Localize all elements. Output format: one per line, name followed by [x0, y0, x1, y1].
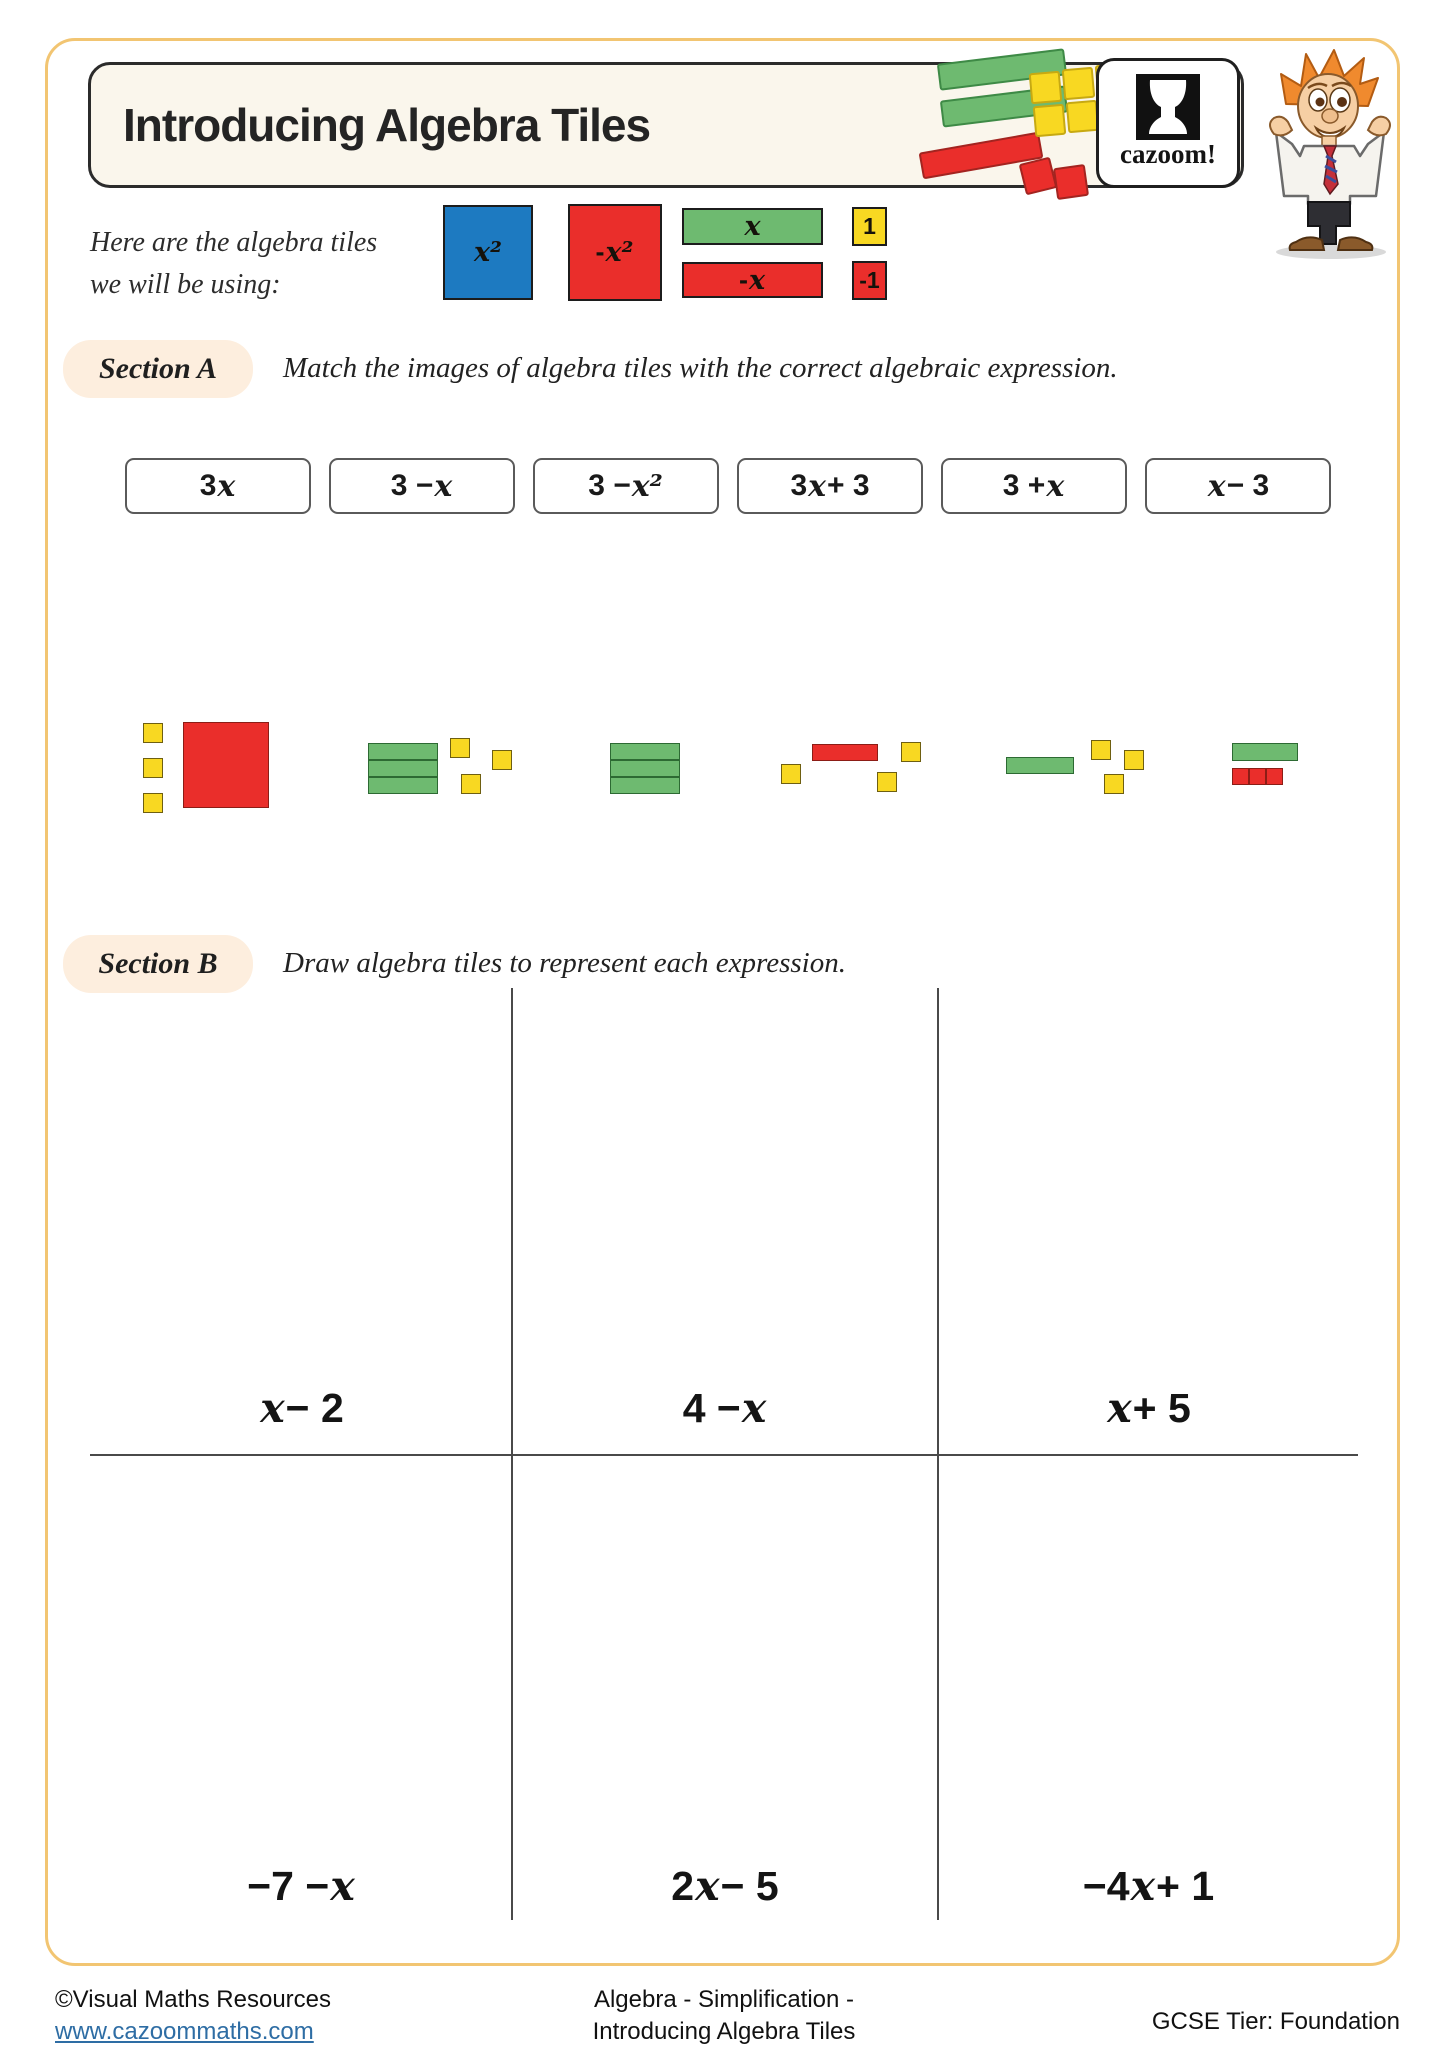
intro-text [90, 222, 377, 306]
expression-cell: 2 x − 5 [671, 1862, 779, 1910]
expression-cell: −4 x + 1 [1082, 1862, 1215, 1910]
neg-var-bar-tile [812, 744, 878, 761]
expression-card: 3 x + 3 [737, 458, 923, 514]
unit-tile [450, 738, 470, 758]
unit-tile [143, 793, 163, 813]
footer-left [55, 1984, 331, 2048]
unit-tile [1091, 740, 1111, 760]
deco-yellow-square [1033, 104, 1067, 138]
cazoom-logo [1096, 58, 1240, 188]
expression-cell: x − 2 [260, 1384, 344, 1432]
expression-card: x − 3 [1145, 458, 1331, 514]
intro-line-1: Here are the algebra tiles [90, 227, 378, 258]
var-bar-tile [610, 760, 680, 777]
neg-var-bar-tile [682, 262, 823, 298]
section-a-label [63, 340, 253, 398]
page-title: Introducing Algebra Tiles [123, 99, 651, 151]
deco-yellow-square [1066, 100, 1100, 134]
var-squared-tile [443, 205, 533, 300]
cazoom-drum-icon [1135, 73, 1201, 141]
grid-horizontal-divider [90, 1454, 1358, 1456]
expression-cell: 4 − x [682, 1384, 767, 1432]
footer-topic [400, 1984, 1048, 2048]
footer-topic-line-2: Introducing Algebra Tiles [592, 2018, 856, 2046]
unit-tile [852, 207, 887, 246]
tile-label: x² [474, 237, 502, 268]
expression-cell: x + 5 [1107, 1384, 1191, 1432]
unit-tile [461, 774, 481, 794]
deco-red-square [1053, 164, 1089, 200]
intro-line-2: we will be using: [90, 269, 281, 300]
neg-var-squared-tile [183, 722, 269, 808]
var-bar-tile [368, 760, 438, 777]
tile-label: -1 [859, 267, 880, 293]
expression-cell: −7 − x [247, 1862, 355, 1910]
tile-label: x [744, 211, 761, 242]
unit-tile [901, 742, 921, 762]
tile-label: -x² [595, 237, 634, 268]
unit-tile [1124, 750, 1144, 770]
section-b-label [63, 935, 253, 993]
page-border [45, 38, 1400, 1966]
tile-label: 1 [863, 213, 876, 239]
var-bar-tile [368, 777, 438, 794]
tile-label: -x [738, 264, 766, 296]
neg-unit-tile [1249, 768, 1266, 785]
expression-card: 3 + x [941, 458, 1127, 514]
section-a-label-text: Section A [98, 352, 218, 385]
unit-tile [492, 750, 512, 770]
mascot-cartoon-character [1256, 44, 1406, 262]
deco-yellow-square [1062, 67, 1096, 101]
unit-tile [781, 764, 801, 784]
neg-unit-tile [852, 261, 887, 300]
section-b-instruction: Draw algebra tiles to represent each expression. [283, 947, 846, 979]
footer-topic-line-1: Algebra - Simplification - [593, 1986, 855, 2013]
var-bar-tile [610, 777, 680, 794]
var-bar-tile [368, 743, 438, 760]
expression-card: 3 − x² [533, 458, 719, 514]
unit-tile [877, 772, 897, 792]
deco-yellow-square [1029, 71, 1063, 105]
expression-card: 3 − x [329, 458, 515, 514]
unit-tile [143, 758, 163, 778]
unit-tile [143, 723, 163, 743]
section-a-instruction: Match the images of algebra tiles with the correct algebraic expression. [283, 352, 1118, 384]
cazoom-logo-text: cazoom! [1120, 139, 1216, 169]
var-bar-tile [1232, 743, 1298, 761]
footer-copyright: ©Visual Maths Resources [55, 1986, 332, 2013]
neg-unit-tile [1232, 768, 1249, 785]
expression-card: 3 x [125, 458, 311, 514]
var-bar-tile [682, 208, 823, 245]
section-b-label-text: Section B [98, 947, 218, 980]
footer-tier: GCSE Tier: Foundation [1151, 2008, 1400, 2035]
neg-var-squared-tile [568, 204, 662, 301]
var-bar-tile [610, 743, 680, 760]
unit-tile [1104, 774, 1124, 794]
footer-website-link[interactable]: www.cazoommaths.com [55, 2018, 314, 2046]
var-bar-tile [1006, 757, 1074, 774]
neg-unit-tile [1266, 768, 1283, 785]
